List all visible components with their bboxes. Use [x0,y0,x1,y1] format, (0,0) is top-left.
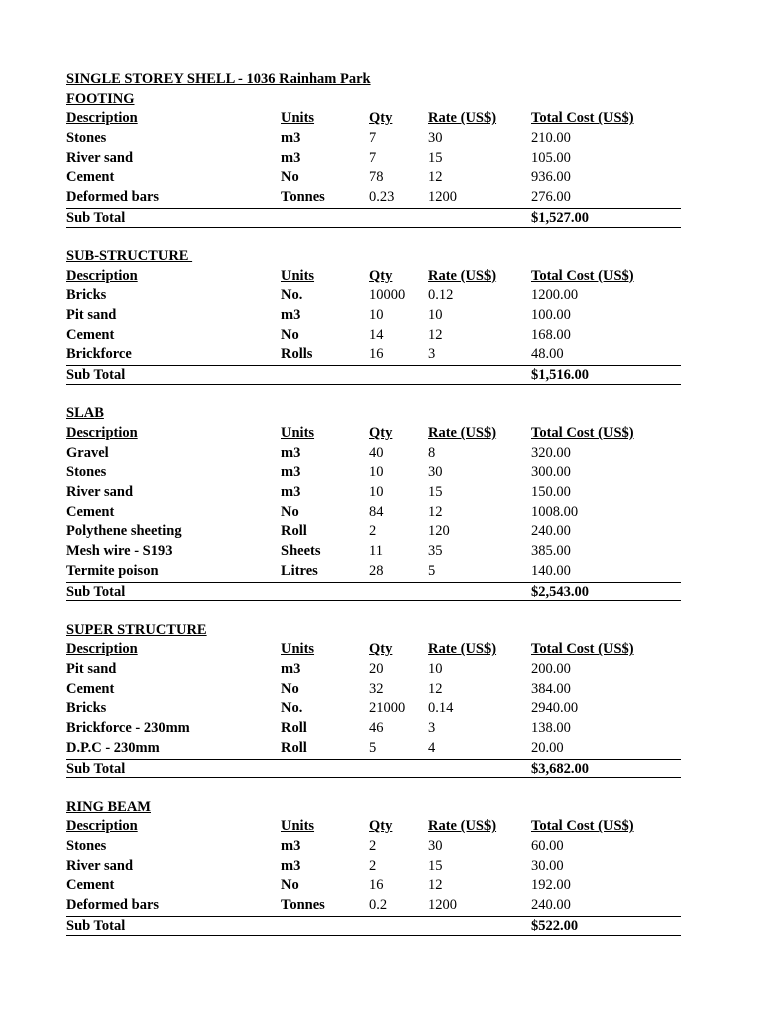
table-row [66,837,681,857]
cell-description: Cement [66,503,115,520]
table-row [66,168,681,188]
cell-units: m3 [281,130,301,147]
header-units: Units [281,267,315,284]
cell-description: Stones [66,130,107,147]
cell-units: m3 [281,484,301,501]
cost-schedule-document [66,70,681,936]
cell-units: Roll [281,739,307,756]
section-title: SLAB [66,405,104,422]
cell-units: No [281,680,299,697]
cell-rate: 30 [428,464,443,481]
cell-total: 210.00 [531,130,571,147]
cell-units: No. [281,287,303,304]
cell-rate: 15 [428,857,443,874]
header-description: Description [66,267,138,284]
cell-qty: 16 [369,346,384,363]
table-row [66,188,681,208]
cell-rate: 10 [428,307,443,324]
cell-units: Sheets [281,543,321,560]
subtotal-label: Sub Total [66,209,126,226]
header-units: Units [281,110,315,127]
table-row [66,129,681,149]
cell-total: 384.00 [531,680,571,697]
cell-description: Deformed bars [66,189,160,206]
subtotal-value: $1,516.00 [531,367,589,384]
header-qty: Qty [369,267,393,284]
table-row [66,149,681,169]
table-row [66,503,681,523]
cell-description: River sand [66,484,134,501]
cell-description: Pit sand [66,307,117,324]
cell-rate: 35 [428,543,443,560]
cell-total: 48.00 [531,346,564,363]
section-title: SUB-STRUCTURE [66,248,193,264]
cell-units: m3 [281,838,301,855]
header-rate: Rate (US$) [428,641,497,658]
cell-total: 300.00 [531,464,571,481]
table-row [66,306,681,326]
cell-rate: 120 [428,523,450,540]
subtotal-row [66,759,681,779]
cell-total: 20.00 [531,739,564,756]
table-row [66,326,681,346]
cell-rate: 8 [428,444,436,461]
cell-total: 320.00 [531,444,571,461]
cell-qty: 21000 [369,700,406,717]
column-header-row [66,109,681,129]
cell-total: 140.00 [531,562,571,579]
cell-description: River sand [66,857,134,874]
cell-rate: 5 [428,562,436,579]
cell-rate: 4 [428,739,436,756]
subtotal-value: $1,527.00 [531,209,589,226]
cell-units: m3 [281,307,301,324]
cell-total: 240.00 [531,897,571,914]
cell-total: 192.00 [531,877,571,894]
subtotal-row [66,916,681,936]
cell-units: Litres [281,562,318,579]
cell-rate: 30 [428,838,443,855]
column-header-row [66,267,681,287]
header-qty: Qty [369,818,393,835]
cell-units: Roll [281,720,307,737]
cell-rate: 12 [428,169,443,186]
cell-total: 385.00 [531,543,571,560]
subtotal-row [66,582,681,602]
subtotal-label: Sub Total [66,917,126,934]
cell-qty: 0.2 [369,897,388,914]
cell-rate: 3 [428,346,436,363]
cell-total: 100.00 [531,307,571,324]
cell-rate: 12 [428,326,443,343]
cell-qty: 28 [369,562,384,579]
section-0 [66,90,681,228]
cell-description: D.P.C - 230mm [66,739,160,756]
section-title: SUPER STRUCTURE [66,621,207,638]
cell-description: Cement [66,169,115,186]
cell-description: Bricks [66,287,107,304]
header-description: Description [66,110,138,127]
subtotal-label: Sub Total [66,760,126,777]
cell-qty: 84 [369,503,384,520]
cell-description: Deformed bars [66,897,160,914]
cell-qty: 78 [369,169,384,186]
section-1 [66,247,681,385]
cell-description: Gravel [66,444,109,461]
cell-qty: 10 [369,464,384,481]
cell-qty: 2 [369,523,377,540]
header-rate: Rate (US$) [428,267,497,284]
header-total: Total Cost (US$) [531,818,634,835]
subtotal-label: Sub Total [66,583,126,600]
cell-rate: 0.12 [428,287,454,304]
section-title: FOOTING [66,90,135,107]
cell-description: Termite poison [66,562,159,579]
cell-total: 200.00 [531,661,571,678]
cell-units: Rolls [281,346,313,363]
table-row [66,896,681,916]
header-total: Total Cost (US$) [531,110,634,127]
cell-qty: 46 [369,720,384,737]
header-units: Units [281,641,315,658]
cell-rate: 10 [428,661,443,678]
cell-description: Stones [66,464,107,481]
cell-rate: 1200 [428,189,457,206]
cell-qty: 11 [369,543,383,560]
header-rate: Rate (US$) [428,425,497,441]
table-row [66,444,681,464]
cell-total: 150.00 [531,484,571,501]
cell-qty: 14 [369,326,384,343]
cell-units: Tonnes [281,189,325,206]
header-description: Description [66,641,138,658]
cell-units: Tonnes [281,897,325,914]
section-3 [66,621,681,779]
table-row [66,522,681,542]
cell-total: 1008.00 [531,503,579,520]
cell-rate: 15 [428,149,443,166]
cell-units: m3 [281,857,301,874]
cell-qty: 10 [369,307,384,324]
section-2 [66,404,681,601]
cell-total: 105.00 [531,149,571,166]
table-row [66,719,681,739]
cell-qty: 7 [369,149,377,166]
cell-qty: 2 [369,857,377,874]
cell-total: 60.00 [531,838,564,855]
section-4 [66,798,681,936]
subtotal-value: $522.00 [531,917,579,934]
header-description: Description [66,818,138,835]
cell-rate: 0.14 [428,700,454,717]
document-title: SINGLE STOREY SHELL - 1036 Rainham Park [66,71,371,87]
table-row [66,876,681,896]
cell-units: m3 [281,464,301,481]
cell-rate: 12 [428,877,443,894]
cell-description: Bricks [66,700,107,717]
header-total: Total Cost (US$) [531,267,634,284]
header-qty: Qty [369,425,393,441]
table-row [66,463,681,483]
cell-qty: 0.23 [369,189,395,206]
header-units: Units [281,818,315,835]
cell-rate: 15 [428,484,443,501]
cell-qty: 5 [369,739,377,756]
header-rate: Rate (US$) [428,818,497,835]
cell-rate: 3 [428,720,436,737]
subtotal-label: Sub Total [66,367,126,384]
cell-qty: 10000 [369,287,406,304]
cell-rate: 12 [428,503,443,520]
cell-qty: 20 [369,661,384,678]
header-qty: Qty [369,110,393,127]
table-row [66,286,681,306]
section-title: RING BEAM [66,798,151,815]
cell-units: No [281,877,299,894]
table-row [66,857,681,877]
cell-description: Cement [66,680,115,697]
subtotal-row [66,365,681,385]
cell-total: 168.00 [531,326,571,343]
cell-total: 1200.00 [531,287,579,304]
table-row [66,483,681,503]
cell-total: 276.00 [531,189,571,206]
cell-total: 30.00 [531,857,564,874]
cell-units: m3 [281,444,301,461]
cell-units: m3 [281,661,301,678]
subtotal-row [66,208,681,228]
cell-rate: 1200 [428,897,457,914]
table-row [66,562,681,582]
cell-units: No. [281,700,303,717]
cell-qty: 32 [369,680,384,697]
table-row [66,699,681,719]
table-row [66,345,681,365]
cell-qty: 7 [369,130,377,147]
column-header-row [66,424,681,444]
subtotal-value: $3,682.00 [531,760,589,777]
cell-total: 936.00 [531,169,571,186]
cell-units: No [281,326,299,343]
header-rate: Rate (US$) [428,110,497,127]
cell-qty: 10 [369,484,384,501]
cell-units: Roll [281,523,307,540]
cell-total: 138.00 [531,720,571,737]
cell-units: No [281,503,299,520]
cell-total: 240.00 [531,523,571,540]
cell-units: m3 [281,149,301,166]
header-units: Units [281,425,315,441]
header-qty: Qty [369,641,393,658]
table-row [66,542,681,562]
cell-qty: 16 [369,877,384,894]
column-header-row [66,817,681,837]
cell-units: No [281,169,299,186]
cell-rate: 30 [428,130,443,147]
cell-description: Mesh wire - S193 [66,543,173,560]
header-total: Total Cost (US$) [531,425,634,441]
cell-qty: 2 [369,838,377,855]
column-header-row [66,640,681,660]
sections-container [66,90,681,936]
cell-description: Polythene sheeting [66,523,182,540]
header-total: Total Cost (US$) [531,641,634,658]
cell-qty: 40 [369,444,384,461]
cell-description: Stones [66,838,107,855]
cell-description: Cement [66,877,115,894]
cell-description: Pit sand [66,661,117,678]
cell-description: Brickforce - 230mm [66,720,190,737]
cell-description: Cement [66,326,115,343]
cell-rate: 12 [428,680,443,697]
cell-total: 2940.00 [531,700,579,717]
subtotal-value: $2,543.00 [531,583,589,600]
table-row [66,680,681,700]
header-description: Description [66,425,138,441]
cell-description: Brickforce [66,346,132,363]
table-row [66,660,681,680]
table-row [66,739,681,759]
cell-description: River sand [66,149,134,166]
